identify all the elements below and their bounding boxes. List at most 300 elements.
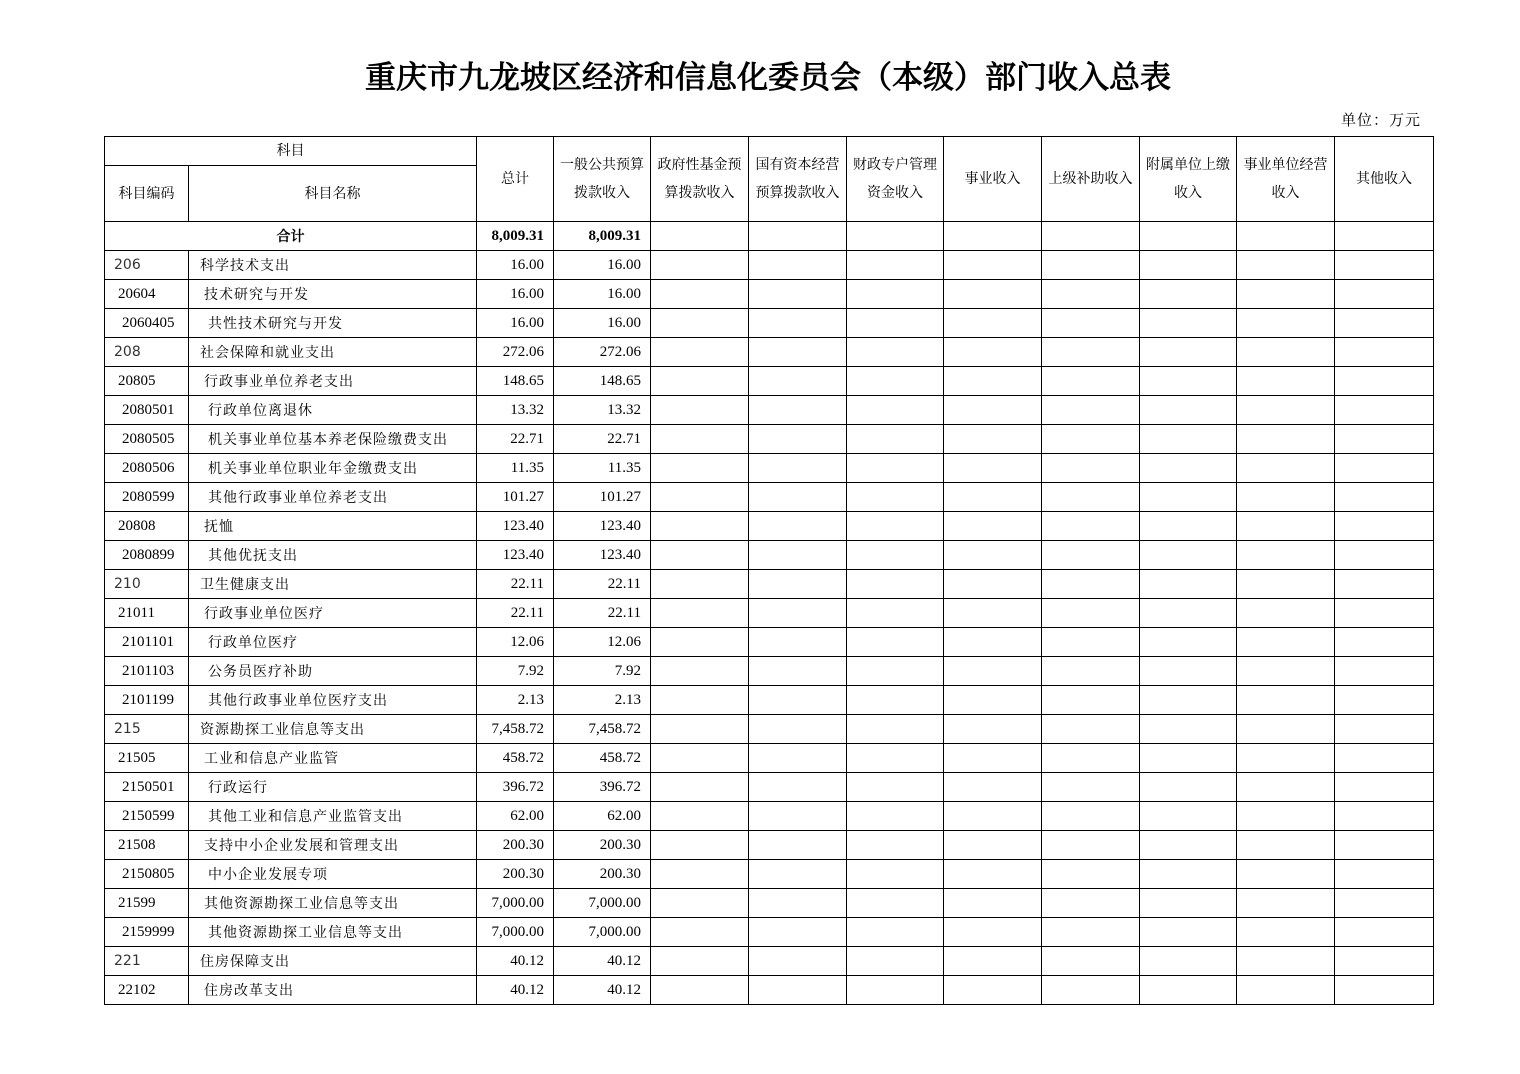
empty-cell	[1335, 976, 1434, 1005]
empty-cell	[1335, 570, 1434, 599]
empty-cell	[1237, 396, 1335, 425]
row-total: 22.11	[477, 570, 554, 599]
empty-cell	[944, 425, 1042, 454]
row-total: 22.71	[477, 425, 554, 454]
empty-cell	[847, 947, 944, 976]
subject-code: 208	[105, 338, 189, 367]
row-general-budget: 22.11	[554, 599, 651, 628]
subject-name: 其他资源勘探工业信息等支出	[189, 918, 477, 947]
subject-code: 2101199	[105, 686, 189, 715]
empty-cell	[944, 802, 1042, 831]
empty-cell	[847, 338, 944, 367]
table-row	[105, 860, 1434, 889]
empty-cell	[847, 773, 944, 802]
empty-cell	[1140, 425, 1237, 454]
row-general-budget: 7,000.00	[554, 918, 651, 947]
subject-name: 其他行政事业单位医疗支出	[189, 686, 477, 715]
row-total: 40.12	[477, 976, 554, 1005]
empty-cell	[847, 628, 944, 657]
subject-code: 210	[105, 570, 189, 599]
row-total: 22.11	[477, 599, 554, 628]
empty-cell	[847, 715, 944, 744]
subject-code: 2101101	[105, 628, 189, 657]
subject-code: 215	[105, 715, 189, 744]
header-affiliated-income: 附属单位上缴收入	[1140, 137, 1237, 222]
subject-name: 其他优抚支出	[189, 541, 477, 570]
empty-cell	[847, 512, 944, 541]
row-total: 200.30	[477, 831, 554, 860]
empty-cell	[749, 425, 847, 454]
row-total: 11.35	[477, 454, 554, 483]
subject-code: 21508	[105, 831, 189, 860]
empty-cell	[749, 889, 847, 918]
empty-cell	[944, 367, 1042, 396]
empty-cell	[1140, 947, 1237, 976]
table-row	[105, 280, 1434, 309]
row-total: 123.40	[477, 541, 554, 570]
subject-name: 行政运行	[189, 773, 477, 802]
row-general-budget: 7,458.72	[554, 715, 651, 744]
subject-code: 21011	[105, 599, 189, 628]
empty-cell	[847, 744, 944, 773]
empty-cell	[1042, 251, 1140, 280]
subject-name: 抚恤	[189, 512, 477, 541]
subject-code: 2101103	[105, 657, 189, 686]
subject-code: 21599	[105, 889, 189, 918]
empty-cell	[847, 802, 944, 831]
subject-code: 2080899	[105, 541, 189, 570]
empty-cell	[1335, 251, 1434, 280]
table-row	[105, 657, 1434, 686]
empty-cell	[1140, 483, 1237, 512]
row-general-budget: 11.35	[554, 454, 651, 483]
empty-cell	[1140, 715, 1237, 744]
empty-cell	[847, 367, 944, 396]
empty-cell	[1335, 512, 1434, 541]
empty-cell	[1237, 831, 1335, 860]
subject-code: 2159999	[105, 918, 189, 947]
header-business-income: 事业收入	[944, 137, 1042, 222]
table-row	[105, 599, 1434, 628]
header-total: 总计	[477, 137, 554, 222]
table-row	[105, 686, 1434, 715]
empty-cell	[1140, 918, 1237, 947]
header-superior-subsidy: 上级补助收入	[1042, 137, 1140, 222]
empty-cell	[651, 512, 749, 541]
header-name: 科目名称	[189, 166, 477, 222]
row-general-budget: 458.72	[554, 744, 651, 773]
empty-cell	[651, 628, 749, 657]
subject-code: 2060405	[105, 309, 189, 338]
row-general-budget: 148.65	[554, 367, 651, 396]
empty-cell	[749, 918, 847, 947]
empty-cell	[1237, 802, 1335, 831]
income-table	[104, 136, 1434, 1005]
empty-cell	[1140, 686, 1237, 715]
empty-cell	[651, 309, 749, 338]
header-fiscal-special: 财政专户管理资金收入	[847, 137, 944, 222]
empty-cell	[651, 367, 749, 396]
empty-cell	[1335, 367, 1434, 396]
empty-cell	[1042, 918, 1140, 947]
empty-cell	[651, 454, 749, 483]
empty-cell	[847, 686, 944, 715]
table-row	[105, 309, 1434, 338]
row-general-budget: 101.27	[554, 483, 651, 512]
empty-cell	[847, 889, 944, 918]
empty-cell	[1140, 802, 1237, 831]
empty-cell	[1140, 367, 1237, 396]
empty-cell	[1237, 744, 1335, 773]
subject-code: 221	[105, 947, 189, 976]
empty-cell	[1140, 251, 1237, 280]
header-state-capital: 国有资本经营预算拨款收入	[749, 137, 847, 222]
subject-name: 科学技术支出	[189, 251, 477, 280]
subject-name: 支持中小企业发展和管理支出	[189, 831, 477, 860]
empty-cell	[749, 570, 847, 599]
subject-name: 资源勘探工业信息等支出	[189, 715, 477, 744]
empty-cell	[1335, 686, 1434, 715]
subject-name: 公务员医疗补助	[189, 657, 477, 686]
empty-cell	[651, 396, 749, 425]
row-general-budget: 22.71	[554, 425, 651, 454]
empty-cell	[1042, 454, 1140, 483]
table-row	[105, 541, 1434, 570]
empty-cell	[1335, 918, 1434, 947]
empty-cell	[1237, 541, 1335, 570]
empty-cell	[1042, 309, 1140, 338]
empty-cell	[944, 889, 1042, 918]
row-total: 123.40	[477, 512, 554, 541]
empty-cell	[749, 657, 847, 686]
empty-cell	[847, 570, 944, 599]
empty-cell	[847, 831, 944, 860]
empty-cell	[1042, 628, 1140, 657]
empty-cell	[651, 483, 749, 512]
empty-cell	[1140, 773, 1237, 802]
row-total: 16.00	[477, 251, 554, 280]
header-code: 科目编码	[105, 166, 189, 222]
row-total: 272.06	[477, 338, 554, 367]
row-general-budget: 200.30	[554, 860, 651, 889]
empty-cell	[944, 512, 1042, 541]
empty-cell	[651, 773, 749, 802]
empty-cell	[1335, 425, 1434, 454]
subject-name: 社会保障和就业支出	[189, 338, 477, 367]
empty-cell	[749, 338, 847, 367]
empty-cell	[1042, 976, 1140, 1005]
empty-cell	[749, 454, 847, 483]
empty-cell	[749, 773, 847, 802]
row-total: 16.00	[477, 309, 554, 338]
empty-cell	[1140, 976, 1237, 1005]
table-row	[105, 367, 1434, 396]
empty-cell	[749, 309, 847, 338]
empty-cell	[847, 918, 944, 947]
subject-code: 20808	[105, 512, 189, 541]
empty-cell	[1140, 599, 1237, 628]
empty-cell	[1042, 686, 1140, 715]
empty-cell	[651, 657, 749, 686]
empty-cell	[749, 976, 847, 1005]
empty-cell	[944, 570, 1042, 599]
empty-cell	[1237, 889, 1335, 918]
empty-cell	[651, 947, 749, 976]
row-total: 7,000.00	[477, 918, 554, 947]
empty-cell	[1237, 686, 1335, 715]
empty-cell	[1237, 976, 1335, 1005]
empty-cell	[1042, 541, 1140, 570]
table-row	[105, 947, 1434, 976]
empty-cell	[749, 831, 847, 860]
row-general-budget: 272.06	[554, 338, 651, 367]
empty-cell	[944, 686, 1042, 715]
empty-cell	[749, 744, 847, 773]
empty-cell	[847, 976, 944, 1005]
empty-cell	[1042, 425, 1140, 454]
subject-code: 2080505	[105, 425, 189, 454]
empty-cell	[1042, 657, 1140, 686]
empty-cell	[1237, 918, 1335, 947]
empty-cell	[944, 454, 1042, 483]
row-total: 2.13	[477, 686, 554, 715]
empty-cell	[1140, 338, 1237, 367]
subject-name: 住房改革支出	[189, 976, 477, 1005]
empty-cell	[1237, 425, 1335, 454]
empty-cell	[1042, 889, 1140, 918]
empty-cell	[944, 280, 1042, 309]
empty-cell	[651, 918, 749, 947]
empty-cell	[1237, 657, 1335, 686]
empty-cell	[847, 251, 944, 280]
empty-cell	[749, 802, 847, 831]
empty-cell	[1140, 831, 1237, 860]
subject-name: 技术研究与开发	[189, 280, 477, 309]
row-total: 16.00	[477, 280, 554, 309]
header-other-income: 其他收入	[1335, 137, 1434, 222]
empty-cell	[651, 889, 749, 918]
subject-name: 行政事业单位医疗	[189, 599, 477, 628]
empty-cell	[749, 367, 847, 396]
total-row	[105, 222, 1434, 251]
subject-code: 206	[105, 251, 189, 280]
empty-cell	[1237, 570, 1335, 599]
empty-cell	[944, 628, 1042, 657]
empty-cell	[944, 599, 1042, 628]
empty-cell	[944, 396, 1042, 425]
table-row	[105, 976, 1434, 1005]
empty-cell	[651, 570, 749, 599]
row-total: 40.12	[477, 947, 554, 976]
empty-cell	[1335, 338, 1434, 367]
row-total: 101.27	[477, 483, 554, 512]
empty-cell	[1335, 715, 1434, 744]
empty-cell	[1140, 657, 1237, 686]
table-row	[105, 918, 1434, 947]
empty-cell	[651, 425, 749, 454]
empty-cell	[944, 657, 1042, 686]
empty-cell	[944, 831, 1042, 860]
row-total: 396.72	[477, 773, 554, 802]
row-general-budget: 123.40	[554, 541, 651, 570]
empty-cell	[1042, 512, 1140, 541]
header-operating-income: 事业单位经营收入	[1237, 137, 1335, 222]
empty-cell	[1335, 744, 1434, 773]
empty-cell	[1042, 570, 1140, 599]
empty-cell	[749, 599, 847, 628]
empty-cell	[847, 541, 944, 570]
row-general-budget: 200.30	[554, 831, 651, 860]
table-row	[105, 889, 1434, 918]
empty-cell	[651, 802, 749, 831]
empty-cell	[1237, 251, 1335, 280]
empty-cell	[651, 338, 749, 367]
empty-cell	[1042, 773, 1140, 802]
empty-cell	[651, 599, 749, 628]
table-row	[105, 425, 1434, 454]
subject-name: 其他行政事业单位养老支出	[189, 483, 477, 512]
empty-cell	[749, 715, 847, 744]
subject-code: 2150805	[105, 860, 189, 889]
empty-cell	[1237, 512, 1335, 541]
empty-cell	[1335, 657, 1434, 686]
empty-cell	[1042, 831, 1140, 860]
empty-cell	[651, 715, 749, 744]
empty-cell	[1237, 280, 1335, 309]
unit-label: 单位：万元	[1340, 111, 1421, 129]
empty-cell	[944, 918, 1042, 947]
table-row	[105, 773, 1434, 802]
empty-cell	[847, 454, 944, 483]
empty-cell	[1140, 889, 1237, 918]
header-general-budget: 一般公共预算拨款收入	[554, 137, 651, 222]
empty-cell	[749, 512, 847, 541]
empty-cell	[1140, 860, 1237, 889]
empty-cell	[1237, 367, 1335, 396]
empty-cell	[1237, 947, 1335, 976]
empty-cell	[847, 280, 944, 309]
empty-cell	[1335, 947, 1434, 976]
row-general-budget: 16.00	[554, 280, 651, 309]
empty-cell	[749, 483, 847, 512]
empty-cell	[847, 657, 944, 686]
empty-cell	[749, 628, 847, 657]
row-total: 148.65	[477, 367, 554, 396]
subject-name: 机关事业单位基本养老保险缴费支出	[189, 425, 477, 454]
page-title: 重庆市九龙坡区经济和信息化委员会（本级）部门收入总表	[365, 60, 1171, 96]
row-total: 12.06	[477, 628, 554, 657]
empty-cell	[847, 396, 944, 425]
empty-cell	[1335, 802, 1434, 831]
row-general-budget: 22.11	[554, 570, 651, 599]
subject-code: 2150599	[105, 802, 189, 831]
empty-cell	[944, 483, 1042, 512]
subject-name: 住房保障支出	[189, 947, 477, 976]
empty-cell	[1042, 860, 1140, 889]
row-total: 62.00	[477, 802, 554, 831]
table-row	[105, 512, 1434, 541]
empty-cell	[1042, 280, 1140, 309]
subject-name: 行政单位医疗	[189, 628, 477, 657]
empty-cell	[1237, 715, 1335, 744]
subject-name: 行政单位离退休	[189, 396, 477, 425]
empty-cell	[1335, 860, 1434, 889]
row-general-budget: 16.00	[554, 251, 651, 280]
empty-cell	[1042, 947, 1140, 976]
empty-cell	[1237, 454, 1335, 483]
empty-cell	[1042, 338, 1140, 367]
empty-cell	[651, 541, 749, 570]
empty-cell	[847, 860, 944, 889]
row-general-budget: 2.13	[554, 686, 651, 715]
row-general-budget: 12.06	[554, 628, 651, 657]
empty-cell	[847, 309, 944, 338]
empty-cell	[1140, 628, 1237, 657]
empty-cell	[1335, 396, 1434, 425]
empty-cell	[1140, 570, 1237, 599]
empty-cell	[1042, 599, 1140, 628]
total-general-budget: 8,009.31	[554, 222, 651, 251]
empty-cell	[1140, 744, 1237, 773]
empty-cell	[1042, 802, 1140, 831]
table-row	[105, 338, 1434, 367]
empty-cell	[847, 483, 944, 512]
empty-cell	[1335, 483, 1434, 512]
empty-cell	[1335, 454, 1434, 483]
empty-cell	[1140, 309, 1237, 338]
empty-cell	[1237, 483, 1335, 512]
table-row	[105, 396, 1434, 425]
subject-name: 行政事业单位养老支出	[189, 367, 477, 396]
empty-cell	[1237, 338, 1335, 367]
row-general-budget: 123.40	[554, 512, 651, 541]
subject-code: 2080599	[105, 483, 189, 512]
subject-name: 其他工业和信息产业监管支出	[189, 802, 477, 831]
empty-cell	[1335, 889, 1434, 918]
empty-cell	[1140, 396, 1237, 425]
row-general-budget: 62.00	[554, 802, 651, 831]
header-subject: 科目	[105, 137, 477, 166]
empty-cell	[1335, 628, 1434, 657]
empty-cell	[1335, 599, 1434, 628]
row-total: 7,458.72	[477, 715, 554, 744]
empty-cell	[847, 425, 944, 454]
empty-cell	[1237, 860, 1335, 889]
subject-name: 卫生健康支出	[189, 570, 477, 599]
table-row	[105, 454, 1434, 483]
empty-cell	[1140, 541, 1237, 570]
total-value: 8,009.31	[477, 222, 554, 251]
row-general-budget: 40.12	[554, 976, 651, 1005]
subject-code: 2080501	[105, 396, 189, 425]
total-label: 合计	[105, 222, 477, 251]
row-general-budget: 396.72	[554, 773, 651, 802]
empty-cell	[1140, 280, 1237, 309]
empty-cell	[651, 831, 749, 860]
table-row	[105, 802, 1434, 831]
empty-cell	[749, 860, 847, 889]
empty-cell	[1140, 454, 1237, 483]
row-total: 458.72	[477, 744, 554, 773]
empty-cell	[749, 686, 847, 715]
table-row	[105, 715, 1434, 744]
empty-cell	[651, 686, 749, 715]
row-general-budget: 7,000.00	[554, 889, 651, 918]
empty-cell	[651, 280, 749, 309]
empty-cell	[749, 396, 847, 425]
header-gov-fund: 政府性基金预算拨款收入	[651, 137, 749, 222]
empty-cell	[944, 773, 1042, 802]
